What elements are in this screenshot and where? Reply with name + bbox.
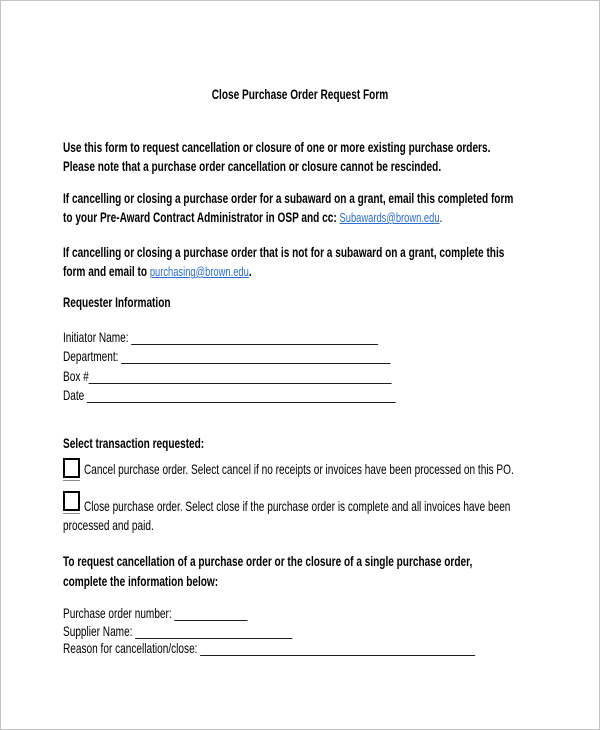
close-po-option-text-line-2: processed and paid.: [63, 517, 154, 533]
requester-fields: [63, 328, 599, 405]
intro-paragraph: [63, 138, 599, 176]
supplier-name-field: [63, 623, 449, 641]
reason-blank: _________________________________________________: [200, 640, 475, 656]
date-label: Date: [63, 386, 88, 403]
reason-field: [63, 640, 475, 658]
initiator-name-field: [63, 328, 449, 347]
box-number-field: [63, 367, 449, 386]
subaward-note-line-2-text: to your Pre-Award Contract Administrator in OSP and cc:: [63, 209, 340, 225]
requester-heading: Requester Information: [63, 294, 171, 310]
subaward-note-period: .: [439, 209, 443, 225]
single-po-heading-line-1: To request cancellation of a purchase order or the closure of a single purchase order,: [63, 553, 473, 569]
close-po-option-continued: [63, 516, 599, 535]
department-label: Department:: [63, 348, 122, 365]
non-subaward-note-paragraph: [63, 243, 599, 281]
purchasing-email-link[interactable]: purchasing@brown.edu: [149, 264, 249, 279]
box-number-blank: ______________________________________________________: [88, 367, 392, 384]
subawards-email-link[interactable]: Subawards@brown.edu: [339, 210, 440, 225]
po-number-field: [63, 605, 449, 623]
cancel-po-checkbox[interactable]: [63, 458, 80, 478]
date-blank: _______________________________________________________: [87, 386, 396, 403]
non-subaward-note-line-1: If cancelling or closing a purchase order that is not for a subaward on a grant, complete this: [63, 244, 505, 260]
reason-label: Reason for cancellation/close:: [63, 640, 201, 656]
cancel-po-option-text: Cancel purchase order. Select cancel if no receipts or invoices have been processed on this PO.: [84, 461, 514, 477]
cancel-po-option: [84, 460, 599, 479]
initiator-name-blank: ____________________________________________: [131, 329, 379, 345]
po-number-blank: _____________: [174, 605, 248, 621]
transaction-heading-block: [63, 434, 599, 453]
transaction-heading: Select transaction requested:: [63, 435, 205, 451]
subaward-note-line-1: If cancelling or closing a purchase order for a subaward on a grant, email this completed form: [63, 190, 514, 206]
requester-section-heading-block: [63, 293, 599, 312]
close-po-option-text-line-1: Close purchase order. Select close if the purchase order is complete and all invoices have been: [84, 498, 511, 514]
non-subaward-note-period: .: [248, 263, 252, 279]
supplier-name-blank: ____________________________: [135, 622, 293, 639]
subaward-note-paragraph: [63, 189, 599, 227]
single-po-fields: [63, 605, 599, 658]
initiator-name-label: Initiator Name:: [63, 329, 132, 345]
intro-line-2: Please note that a purchase order cancellation or closure cannot be rescinded.: [63, 158, 442, 174]
single-po-heading-line-2: complete the information below:: [63, 573, 219, 589]
department-field: [63, 347, 449, 366]
supplier-name-label: Supplier Name:: [63, 622, 136, 639]
page-title: Close Purchase Order Request Form: [211, 86, 389, 102]
box-number-label: Box #: [63, 367, 89, 384]
single-po-heading-block: [63, 551, 599, 591]
intro-line-1: Use this form to request cancellation or closure of one or more existing purchase orders.: [63, 139, 491, 155]
date-field: [63, 386, 449, 405]
department-blank: ________________________________________________: [121, 348, 391, 365]
non-subaward-note-line-2-text: form and email to: [63, 263, 150, 279]
close-po-checkbox[interactable]: [63, 491, 80, 511]
po-number-label: Purchase order number:: [63, 605, 175, 621]
close-po-option: [84, 497, 599, 516]
